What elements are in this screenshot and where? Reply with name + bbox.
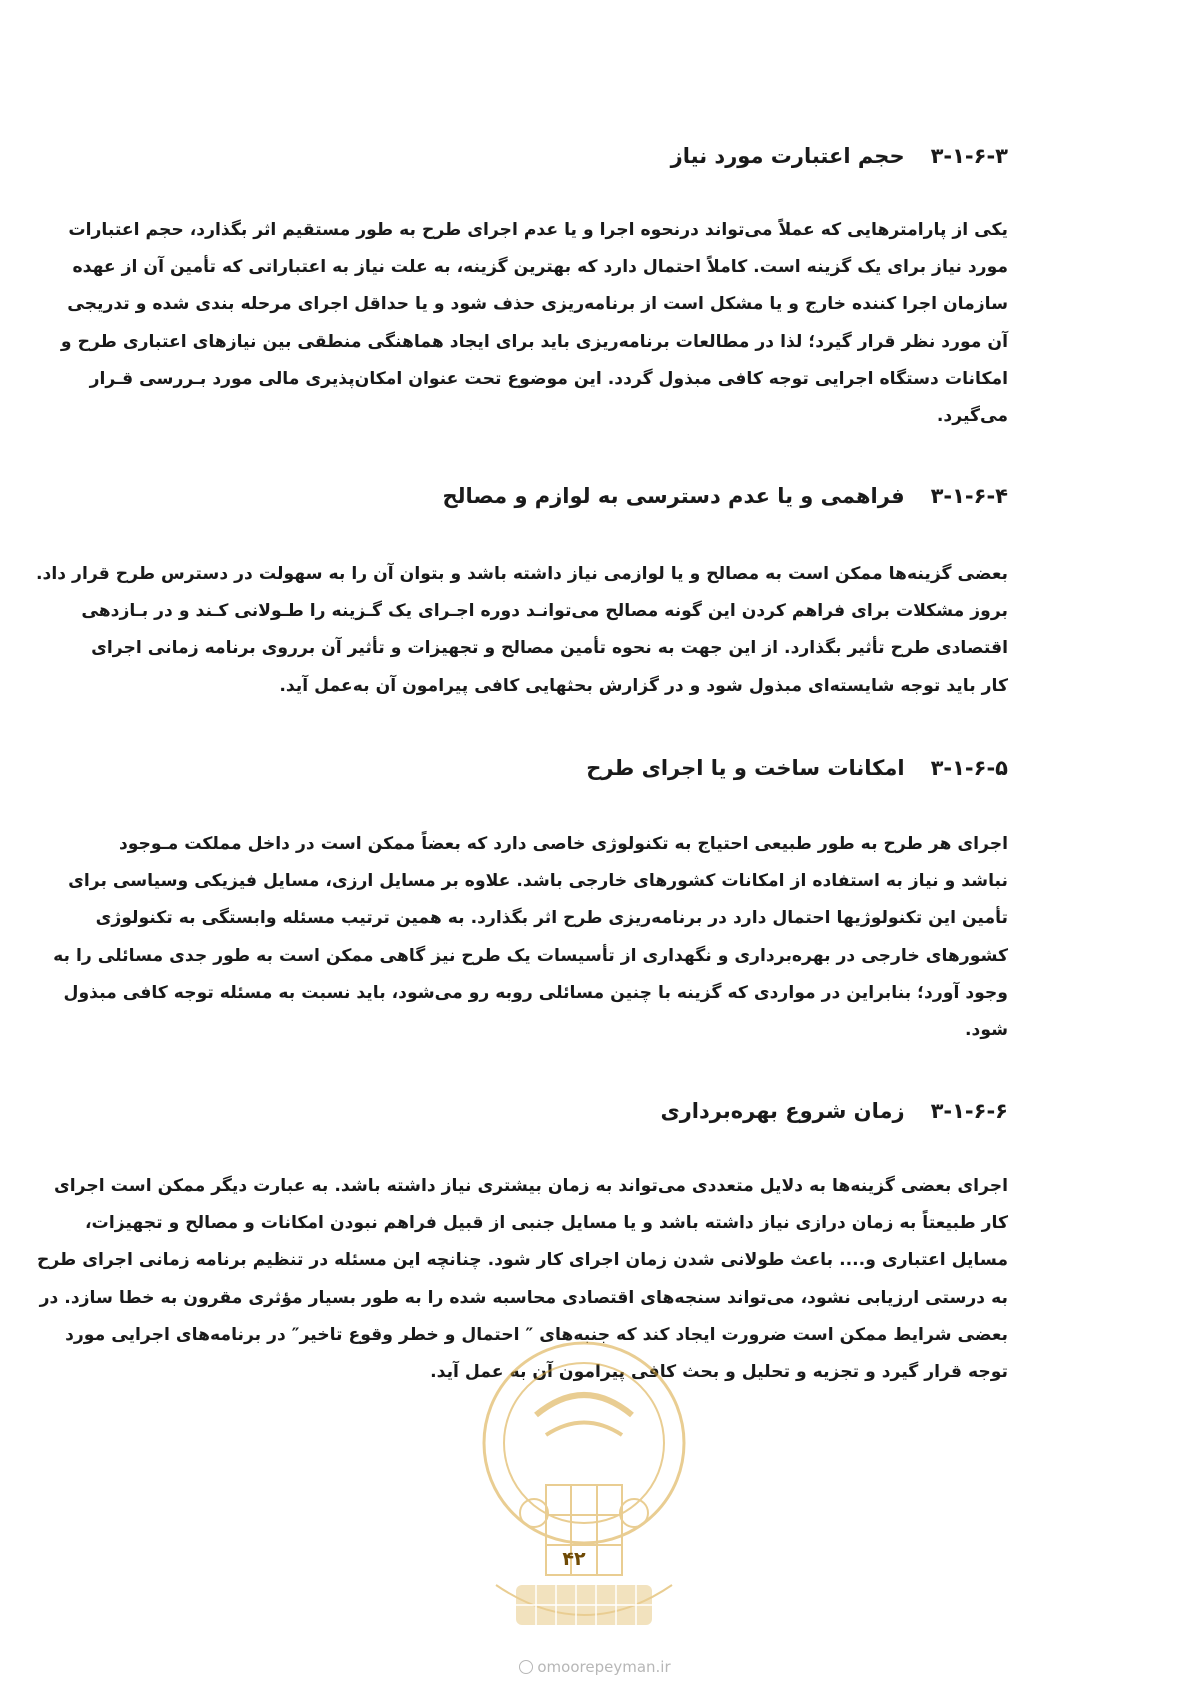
section-heading [586,753,1008,783]
section-paragraph [36,556,1008,705]
paragraph-line: کار طبیعتاً به زمان درازی نیاز داشته باشد و یا مسایل جنبی از قبیل فراهم نبودن امکانات و مصالح و تجهیزات، [85,1213,1008,1234]
heading-number: ۳-۱-۶-۴ [930,484,1008,508]
globe-icon [519,1660,533,1674]
footer-website-text: omoorepeyman.ir [537,1658,671,1676]
paragraph-line: وجود آورد؛ بنابراین در مواردی که گزینه با چنین مسائلی روبه رو می‌شود، باید نسبت به مسئله توجه کافی مبذول [63,982,1008,1003]
paragraph-line: بعضی گزینه‌ها ممکن است به مصالح و یا لوازمی نیاز داشته باشد و بتوان آن را به سهولت در دسترس طرح قرار داد. [36,564,1008,584]
section-heading [443,481,1008,511]
heading-number: ۳-۱-۶-۵ [930,756,1008,780]
section-heading [671,141,1008,171]
paragraph-line: بعضی شرایط ممکن است ضرورت ایجاد کند که جنبه‌های ″ احتمال و خطر وقوع تاخیر″ در برنامه‌های اجرایی مورد [65,1324,1008,1345]
watermark-logo-icon [476,1335,692,1645]
paragraph-line: شود. [964,1020,1008,1041]
paragraph-line: کار باید توجه شایسته‌ای مبذول شود و در گزارش بحثهایی کافی پیرامون آن به‌عمل آید. [279,675,1008,696]
paragraph-line: آن مورد نظر قرار گیرد؛ لذا در مطالعات برنامه‌ریزی باید برای ایجاد هماهنگی منطقی بین نیازهای اعتباری طرح و [60,331,1008,352]
paragraph-line: توجه قرار گیرد و تجزیه و تحلیل و بحث کافی پیرامون آن به عمل آید. [430,1362,1008,1383]
paragraph-line: به درستی ارزیابی نشود، می‌تواند سنجه‌های اقتصادی محاسبه شده را به طور بسیار مؤثری مقرون به خطا سازد. در [39,1287,1008,1308]
heading-title: زمان شروع بهره‌برداری [660,1099,905,1123]
paragraph-line: اقتصادی طرح تأثیر بگذارد. از این جهت به نحوه تأمین مصالح و تجهیزات و تأثیر آن برروی برنامه زمانی اجرای [91,638,1008,659]
paragraph-line: مورد نیاز برای یک گزینه است. کاملاً احتمال دارد که بهترین گزینه، به علت نیاز به اعتباراتی که تأمین آن از عهده [72,257,1008,278]
paragraph-line: بروز مشکلات برای فراهم کردن این گونه مصالح می‌توانـد دوره اجـرای یک گـزینه را طـولانی کـند و در بـازدهی [81,601,1008,622]
footer-website [0,1658,1190,1676]
heading-title: حجم اعتبارت مورد نیاز [670,144,905,168]
paragraph-line: کشورهای خارجی در بهره‌برداری و نگهداری از تأسیسات یک طرح نیز گاهی ممکن است به طور جدی مسائلی را به [53,945,1008,966]
heading-number: ۳-۱-۶-۳ [930,144,1008,168]
paragraph-line: اجرای هر طرح به طور طبیعی احتیاج به تکنولوژی خاصی دارد که بعضاً ممکن است در داخل مملکت مـوجود [118,834,1008,854]
paragraph-line: امکانات دستگاه اجرایی توجه کافی مبذول گردد. این موضوع تحت عنوان امکان‌پذیری مالی مورد بـررسی قـرار [89,368,1008,389]
page-number: ۴۲ [562,1548,586,1570]
paragraph-line: مسایل اعتباری و.... باعث طولانی شدن زمان اجرای کار شود. چنانچه این مسئله در تنظیم برنامه زمانی اجرای طرح [36,1250,1008,1271]
heading-title: فراهمی و یا عدم دسترسی به لوازم و مصالح [442,484,905,508]
heading-number: ۳-۱-۶-۶ [930,1099,1008,1123]
section-heading [660,1096,1008,1126]
paragraph-line: اجرای بعضی گزینه‌ها به دلایل متعددی می‌تواند به زمان بیشتری نیاز داشته باشد. به عبارت دیگر ممکن است اجرای [54,1176,1008,1196]
section-paragraph [60,212,1008,435]
paragraph-line: تأمین این تکنولوژیها احتمال دارد در برنامه‌ریزی طرح اثر بگذارد. به همین ترتیب مسئله وابستگی به تکنولوژی [95,908,1008,929]
paragraph-line: نباشد و نیاز به استفاده از امکانات کشورهای خارجی باشد. علاوه بر مسایل ارزی، مسایل فیزیکی وسیاسی برای [68,871,1008,892]
paragraph-line: سازمان اجرا کننده خارج و یا مشکل است از برنامه‌ریزی حذف شود و یا حداقل اجرای مرحله بندی شده و تدریجی [67,294,1008,315]
paragraph-line: یکی از پارامترهایی که عملاً می‌تواند درنحوه اجرا و یا عدم اجرای طرح به طور مستقیم اثر بگذارد، حجم اعتبارات [68,220,1008,240]
heading-title: امکانات ساخت و یا اجرای طرح [586,756,905,780]
paragraph-line: می‌گیرد. [936,406,1008,427]
section-paragraph [53,826,1008,1049]
